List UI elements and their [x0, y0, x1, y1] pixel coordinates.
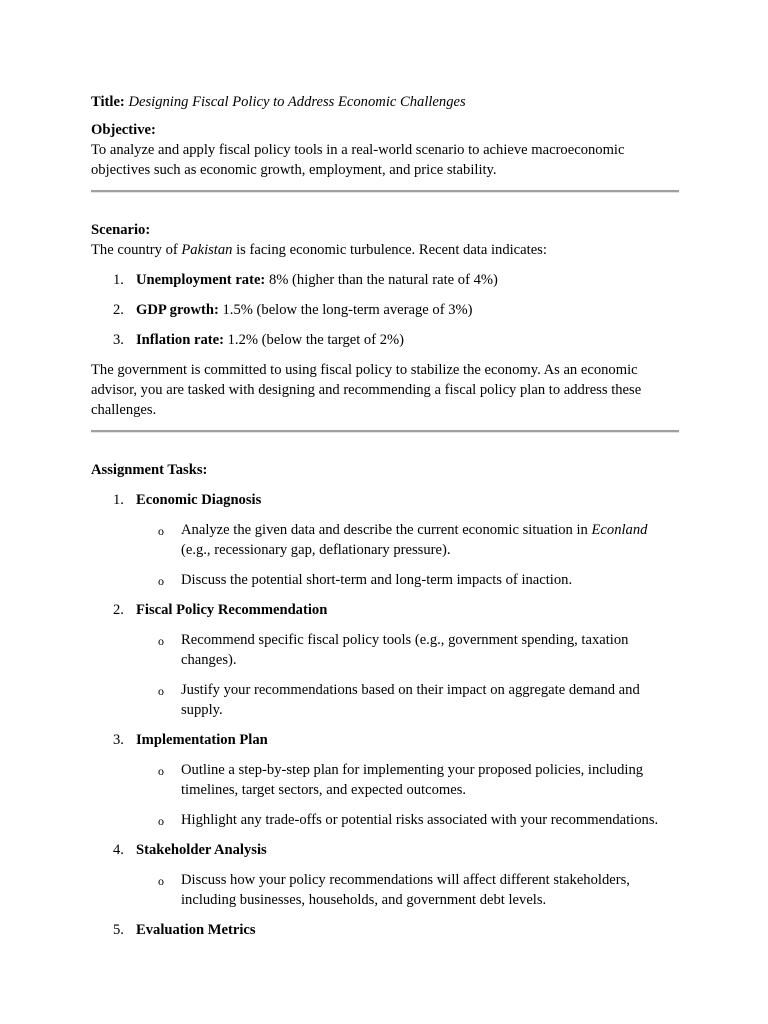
subtask-item: o Discuss the potential short-term and long-term impacts of inaction. — [91, 570, 679, 590]
document-title — [91, 92, 679, 112]
task-item — [91, 600, 679, 720]
subtask-item: o Analyze the given data and describe the current economic situation in Econland (e.g., recessionary gap, deflationary pressure). — [158, 522, 648, 558]
scenario-heading: Scenario: — [91, 222, 151, 238]
scenario-closing: The government is committed to using fiscal policy to stabilize the economy. As an economic advisor, you are tasked with designing and recommending a fiscal policy plan to address these challenges. — [91, 362, 642, 418]
subtask-list — [136, 870, 679, 910]
bullet-icon: o — [158, 764, 164, 778]
scenario-intro: The country of Pakistan is facing economic turbulence. Recent data indicates: — [91, 242, 547, 258]
bullet-icon: o — [158, 874, 164, 888]
task-title: Fiscal Policy Recommendation — [136, 602, 328, 618]
title-text: Designing Fiscal Policy to Address Economic Challenges — [128, 94, 466, 110]
subtask-list — [136, 760, 679, 830]
task-item — [91, 840, 679, 910]
task-item — [91, 920, 679, 940]
task-item — [91, 490, 679, 590]
list-item: 2. GDP growth: 1.5% (below the long-term average of 3%) — [113, 302, 473, 318]
title-label: Title: — [91, 94, 125, 110]
subtask-item: o Highlight any trade-offs or potential risks associated with your recommendations. — [91, 810, 679, 830]
subtask-item: o Justify your recommendations based on their impact on aggregate demand and supply. — [158, 682, 640, 718]
list-item: 3. Inflation rate: 1.2% (below the target of 2%) — [113, 332, 405, 348]
bullet-icon: o — [158, 634, 164, 648]
country-name: Pakistan — [181, 242, 233, 258]
task-number: 2. — [113, 602, 124, 618]
bullet-icon: o — [158, 574, 164, 588]
bullet-icon: o — [158, 524, 164, 538]
indicator-list — [91, 270, 679, 350]
task-title: Evaluation Metrics — [136, 922, 256, 938]
bullet-icon: o — [158, 684, 164, 698]
subtask-list — [136, 520, 679, 590]
subtask-item: o Outline a step-by-step plan for implementing your proposed policies, including timelines, target sectors, and expected outcomes. — [158, 762, 644, 798]
objective-heading: Objective: — [91, 122, 156, 138]
task-number: 5. — [113, 922, 124, 938]
list-item: 1. Unemployment rate: 8% (higher than the natural rate of 4%) — [113, 272, 498, 288]
task-title: Economic Diagnosis — [136, 492, 262, 508]
tasks-heading: Assignment Tasks: — [91, 462, 208, 478]
subtask-list — [136, 630, 679, 720]
task-number: 4. — [113, 842, 124, 858]
tasks-list — [91, 490, 679, 940]
subtask-item: o Recommend specific fiscal policy tools (e.g., government spending, taxation changes). — [158, 632, 629, 668]
objective-text: To analyze and apply fiscal policy tools in a real-world scenario to achieve macroeconomic objectives such as economic growth, employment, and price stability. — [91, 142, 625, 178]
task-title: Implementation Plan — [136, 732, 268, 748]
country-name: Econland — [591, 522, 648, 538]
task-number: 1. — [113, 492, 124, 508]
document-page — [91, 92, 679, 940]
subtask-item: o Discuss how your policy recommendations will affect different stakeholders, including businesses, households, and government debt levels. — [158, 872, 630, 908]
bullet-icon: o — [158, 814, 164, 828]
task-title: Stakeholder Analysis — [136, 842, 267, 858]
task-item — [91, 730, 679, 830]
task-number: 3. — [113, 732, 124, 748]
